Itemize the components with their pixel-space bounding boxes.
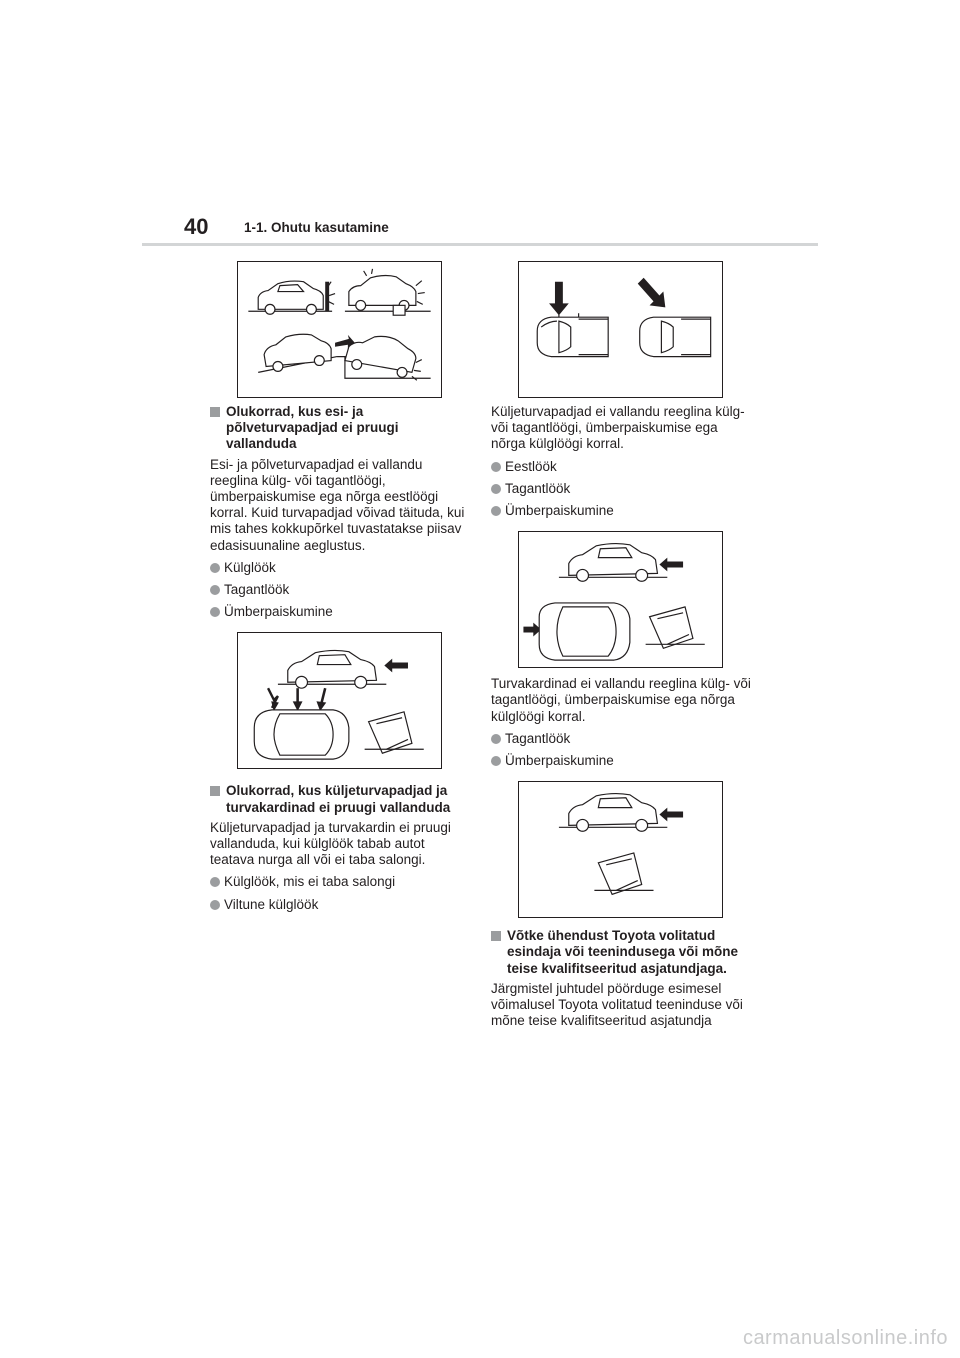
list-item [491, 503, 753, 519]
paragraph-curtains-not-deploy: Turvakardinad ei vallandu reeglina külg- või tagantlöögi, ümberpaiskumise ega nõrga külglöögi korral. [491, 676, 751, 724]
circle-bullet-icon [210, 877, 220, 887]
figure-front-rear-rollover-right [518, 531, 723, 668]
watermark: carmanualsonline.info [742, 1327, 948, 1349]
circle-bullet-icon [210, 585, 220, 595]
list-item-text: Tagantlöök [505, 730, 571, 746]
list-item-text: Ümberpaiskumine [224, 604, 333, 620]
heading-side-airbags-curtains [210, 783, 472, 815]
right-column [491, 404, 753, 1035]
heading-front-knee-airbags [210, 404, 472, 453]
circle-bullet-icon [491, 484, 501, 494]
section-title: 1-1. Ohutu kasutamine [244, 220, 389, 235]
square-bullet-icon [491, 931, 501, 941]
heading-text: Olukorrad, kus esi- ja põlveturvapadjad ei pruugi vallanduda [226, 404, 399, 452]
figure-side-rear-rollover-left [237, 632, 442, 769]
circle-bullet-icon [491, 734, 501, 744]
left-column [210, 404, 472, 919]
list-item [210, 560, 472, 576]
figure-front-collision-cases [237, 261, 442, 398]
list-item-text: Ümberpaiskumine [505, 753, 614, 769]
figure-side-impact-top-view [518, 261, 723, 398]
paragraph-contact-toyota: Järgmistel juhtudel pöörduge esimesel võimalusel Toyota volitatud teeninduse või mõne teise kvalifitseeritud asjatundja [491, 980, 743, 1029]
list-item-text: Külglöök, mis ei taba salongi [224, 874, 396, 890]
list-item-text: Viltune külglöök [224, 896, 319, 912]
list-item-text: Ümberpaiskumine [505, 503, 614, 519]
list-item-text: Tagantlöök [505, 480, 571, 496]
page-number: 40 [184, 214, 209, 239]
square-bullet-icon [210, 786, 220, 796]
list-item [210, 582, 472, 598]
circle-bullet-icon [210, 900, 220, 910]
heading-text: Olukorrad, kus küljeturvapadjad ja turvakardinad ei pruugi vallanduda [226, 783, 451, 815]
heading-text: Võtke ühendust Toyota volitatud esindaja või teenindusega või mõne teise kvalifitseeritud asjatundjaga. [507, 928, 739, 976]
heading-contact-toyota [491, 928, 753, 977]
circle-bullet-icon [491, 462, 501, 472]
list-item [491, 481, 753, 497]
square-bullet-icon [210, 407, 220, 417]
list-item [491, 459, 753, 475]
circle-bullet-icon [491, 506, 501, 516]
paragraph-front-airbags: Esi- ja põlveturvapadjad ei vallandu reeglina külg- või tagantlöögi, ümberpaiskumise ega nõrga eestlöögi korral. Kuid turvapadjad võivad täituda, kui mis tahes kokkupõrkel tuvastatakse piisav edasisuunaline aeglustus. [210, 456, 465, 553]
paragraph-side-airbags-not-deploy: Küljeturvapadjad ei vallandu reeglina külg- või tagantlöögi, ümberpaiskumise ega nõrga külglöögi korral. [491, 404, 745, 452]
circle-bullet-icon [210, 607, 220, 617]
list-item [210, 874, 472, 890]
circle-bullet-icon [210, 563, 220, 573]
figure-rear-rollover [518, 781, 723, 918]
paragraph-side-airbags: Küljeturvapadjad ja turvakardin ei pruugi vallanduda, kui külglöök tabab autot teatava nurga all või ei taba salongi. [210, 819, 451, 868]
list-item [210, 897, 472, 913]
list-item [491, 731, 753, 747]
list-item-text: Külglöök [224, 559, 276, 575]
list-item [210, 604, 472, 620]
circle-bullet-icon [491, 756, 501, 766]
header-rule [142, 243, 818, 246]
list-item-text: Eestlöök [505, 458, 557, 474]
list-item [491, 753, 753, 769]
list-item-text: Tagantlöök [224, 582, 290, 598]
